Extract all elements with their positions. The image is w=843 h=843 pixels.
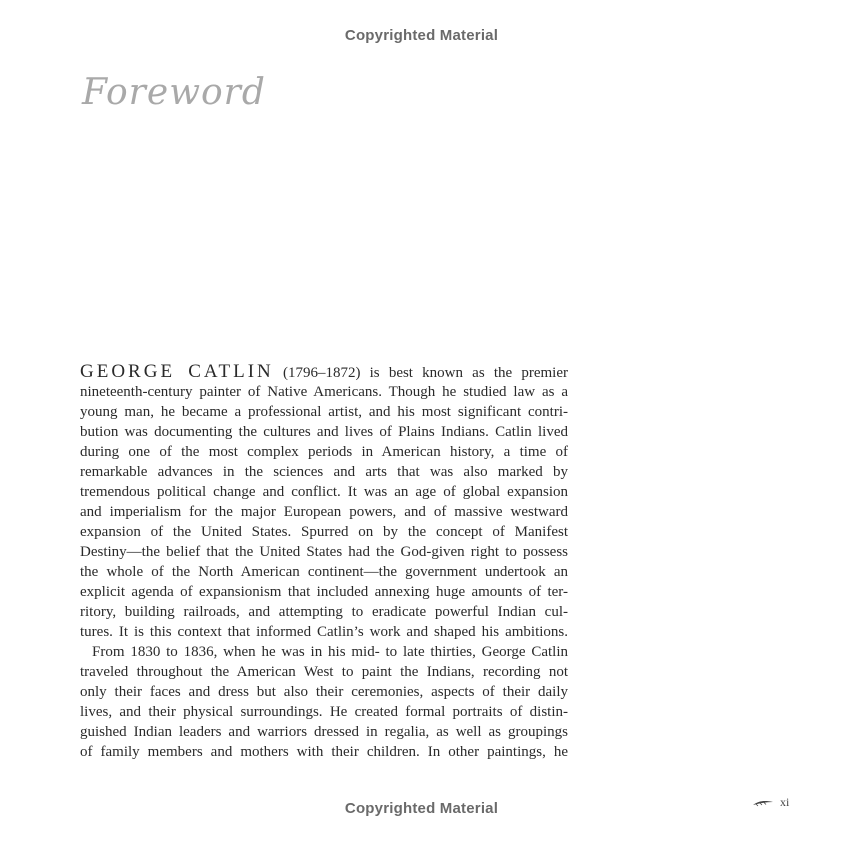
- paragraph-1-line: during one of the most complex periods in American history, a time of: [80, 444, 568, 460]
- paragraph-1-line: and imperialism for the major European powers, and of massive westward: [80, 504, 568, 520]
- paragraph-1-line: tremendous political change and conflict. It was an age of global expansion: [80, 484, 568, 500]
- paragraph-1-line: the whole of the North American continent—the government undertook an: [80, 564, 568, 580]
- copyright-watermark-top: Copyrighted Material: [344, 27, 499, 44]
- paragraph-1-line: young man, he became a professional artist, and his most significant contri-: [80, 404, 568, 420]
- paragraph-1-line: [80, 362, 568, 382]
- paragraph-2-line: lives, and their physical surroundings. He created formal portraits of distin-: [80, 704, 568, 720]
- paragraph-1-line: nineteenth-century painter of Native Americans. Though he studied law as a: [80, 384, 568, 400]
- chapter-title: Foreword: [82, 72, 266, 113]
- paragraph-1-line: bution was documenting the cultures and lives of Plains Indians. Catlin lived: [80, 424, 568, 440]
- paragraph-1-line-text: (1796–1872) is best known as the premier: [273, 365, 568, 381]
- paragraph-2-line: traveled throughout the American West to paint the Indians, recording not: [80, 664, 568, 680]
- author-name-lead: GEORGE CATLIN: [80, 361, 274, 382]
- paragraph-2-line: From 1830 to 1836, when he was in his mid- to late thirties, George Catlin: [92, 644, 568, 660]
- body-text: [80, 362, 568, 762]
- paragraph-2-line: of family members and mothers with their children. In other paintings, he: [80, 744, 568, 760]
- paragraph-1-line: tures. It is this context that informed Catlin’s work and shaped his ambitions.: [80, 624, 568, 640]
- paragraph-1-line: ritory, building railroads, and attempting to eradicate powerful Indian cul-: [80, 604, 568, 620]
- paragraph-1-line: Destiny—the belief that the United States had the God-given right to possess: [80, 544, 568, 560]
- paragraph-2-line: only their faces and dress but also their ceremonies, aspects of their daily: [80, 684, 568, 700]
- copyright-watermark-bottom: Copyrighted Material: [344, 800, 499, 817]
- page-number: xi: [780, 795, 790, 809]
- paragraph-1-line: remarkable advances in the sciences and arts that was also marked by: [80, 464, 568, 480]
- paragraph-1-line: explicit agenda of expansionism that included annexing huge amounts of ter-: [80, 584, 568, 600]
- paragraph-1-line: expansion of the United States. Spurred on by the concept of Manifest: [80, 524, 568, 540]
- paragraph-2-line: guished Indian leaders and warriors dressed in regalia, as well as groupings: [80, 724, 568, 740]
